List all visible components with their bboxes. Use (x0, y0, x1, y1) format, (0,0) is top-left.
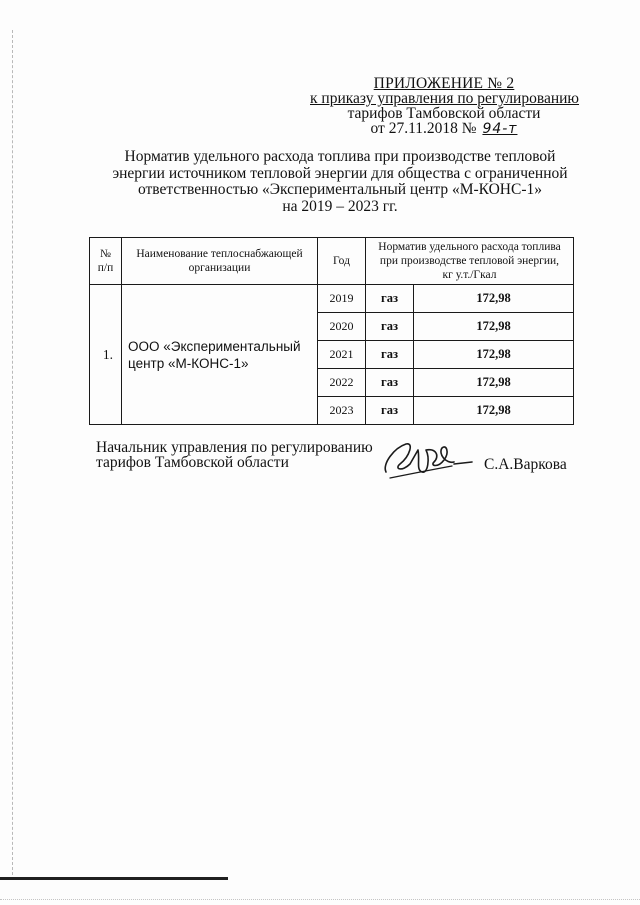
fuel-cell: газ (366, 369, 414, 397)
organization-line-2: центр «М-КОНС-1» (128, 355, 249, 371)
year-cell: 2019 (318, 285, 366, 313)
row-number: 1. (90, 285, 122, 425)
year-cell: 2022 (318, 369, 366, 397)
header-number-line-1: № (100, 248, 111, 260)
position-line-1: Начальник управления по регулированию (96, 439, 373, 456)
position-line-2: тарифов Тамбовской области (96, 454, 289, 471)
table-header-row (90, 238, 574, 285)
header-year: Год (318, 238, 366, 285)
fuel-cell: газ (366, 285, 414, 313)
header-norm-line-2: при производстве тепловой энергии, (379, 255, 560, 267)
appendix-date: от 27.11.2018 № (370, 120, 477, 137)
scan-edge-mark (12, 30, 14, 880)
norm-value-cell: 172,98 (414, 285, 574, 313)
handwritten-signature (380, 434, 476, 484)
organization-name (122, 285, 318, 425)
year-cell: 2021 (318, 341, 366, 369)
bottom-rule (0, 877, 228, 880)
table-row (90, 285, 574, 313)
appendix-title: ПРИЛОЖЕНИЕ № 2 (373, 75, 515, 92)
header-organization-line-1: Наименование теплоснабжающей (136, 248, 303, 260)
appendix-order-line: к приказу управления по регулированию (310, 90, 580, 107)
fuel-cell: газ (366, 313, 414, 341)
title-line-3: ответственностью «Экспериментальный центр «М-КОНС-1» (137, 181, 542, 198)
norm-value-cell: 172,98 (414, 313, 574, 341)
document-title (100, 149, 580, 215)
title-line-4: на 2019 – 2023 гг. (282, 197, 398, 215)
appendix-header (310, 76, 578, 137)
signer-name: С.А.Варкова (484, 456, 567, 473)
header-norm-line-1: Норматив удельного расхода топлива (378, 241, 561, 253)
fuel-cell: газ (366, 341, 414, 369)
title-line-1: Норматив удельного расхода топлива при производстве тепловой (124, 148, 556, 165)
organization-line-1: ООО «Экспериментальный (128, 338, 301, 354)
year-cell: 2023 (318, 397, 366, 425)
title-line-2: энергии источником тепловой энергии для общества с ограниченной (112, 164, 568, 182)
header-organization (122, 238, 318, 285)
norm-value-cell: 172,98 (414, 397, 574, 425)
norm-value-cell: 172,98 (414, 369, 574, 397)
header-organization-line-2: организации (188, 262, 251, 274)
appendix-date-line (310, 121, 578, 137)
year-cell: 2020 (318, 313, 366, 341)
header-norm-line-3: кг у.т./Гкал (442, 269, 497, 281)
bottom-scan-edge (0, 899, 640, 901)
norm-table (89, 237, 574, 425)
norm-value-cell: 172,98 (414, 341, 574, 369)
order-number: 94-т (482, 121, 518, 137)
header-number-line-2: п/п (97, 262, 114, 274)
appendix-authority-line: тарифов Тамбовской области (347, 105, 541, 122)
header-number (90, 238, 122, 285)
fuel-cell: газ (366, 397, 414, 425)
header-norm (366, 238, 574, 285)
signature-position (96, 440, 373, 470)
